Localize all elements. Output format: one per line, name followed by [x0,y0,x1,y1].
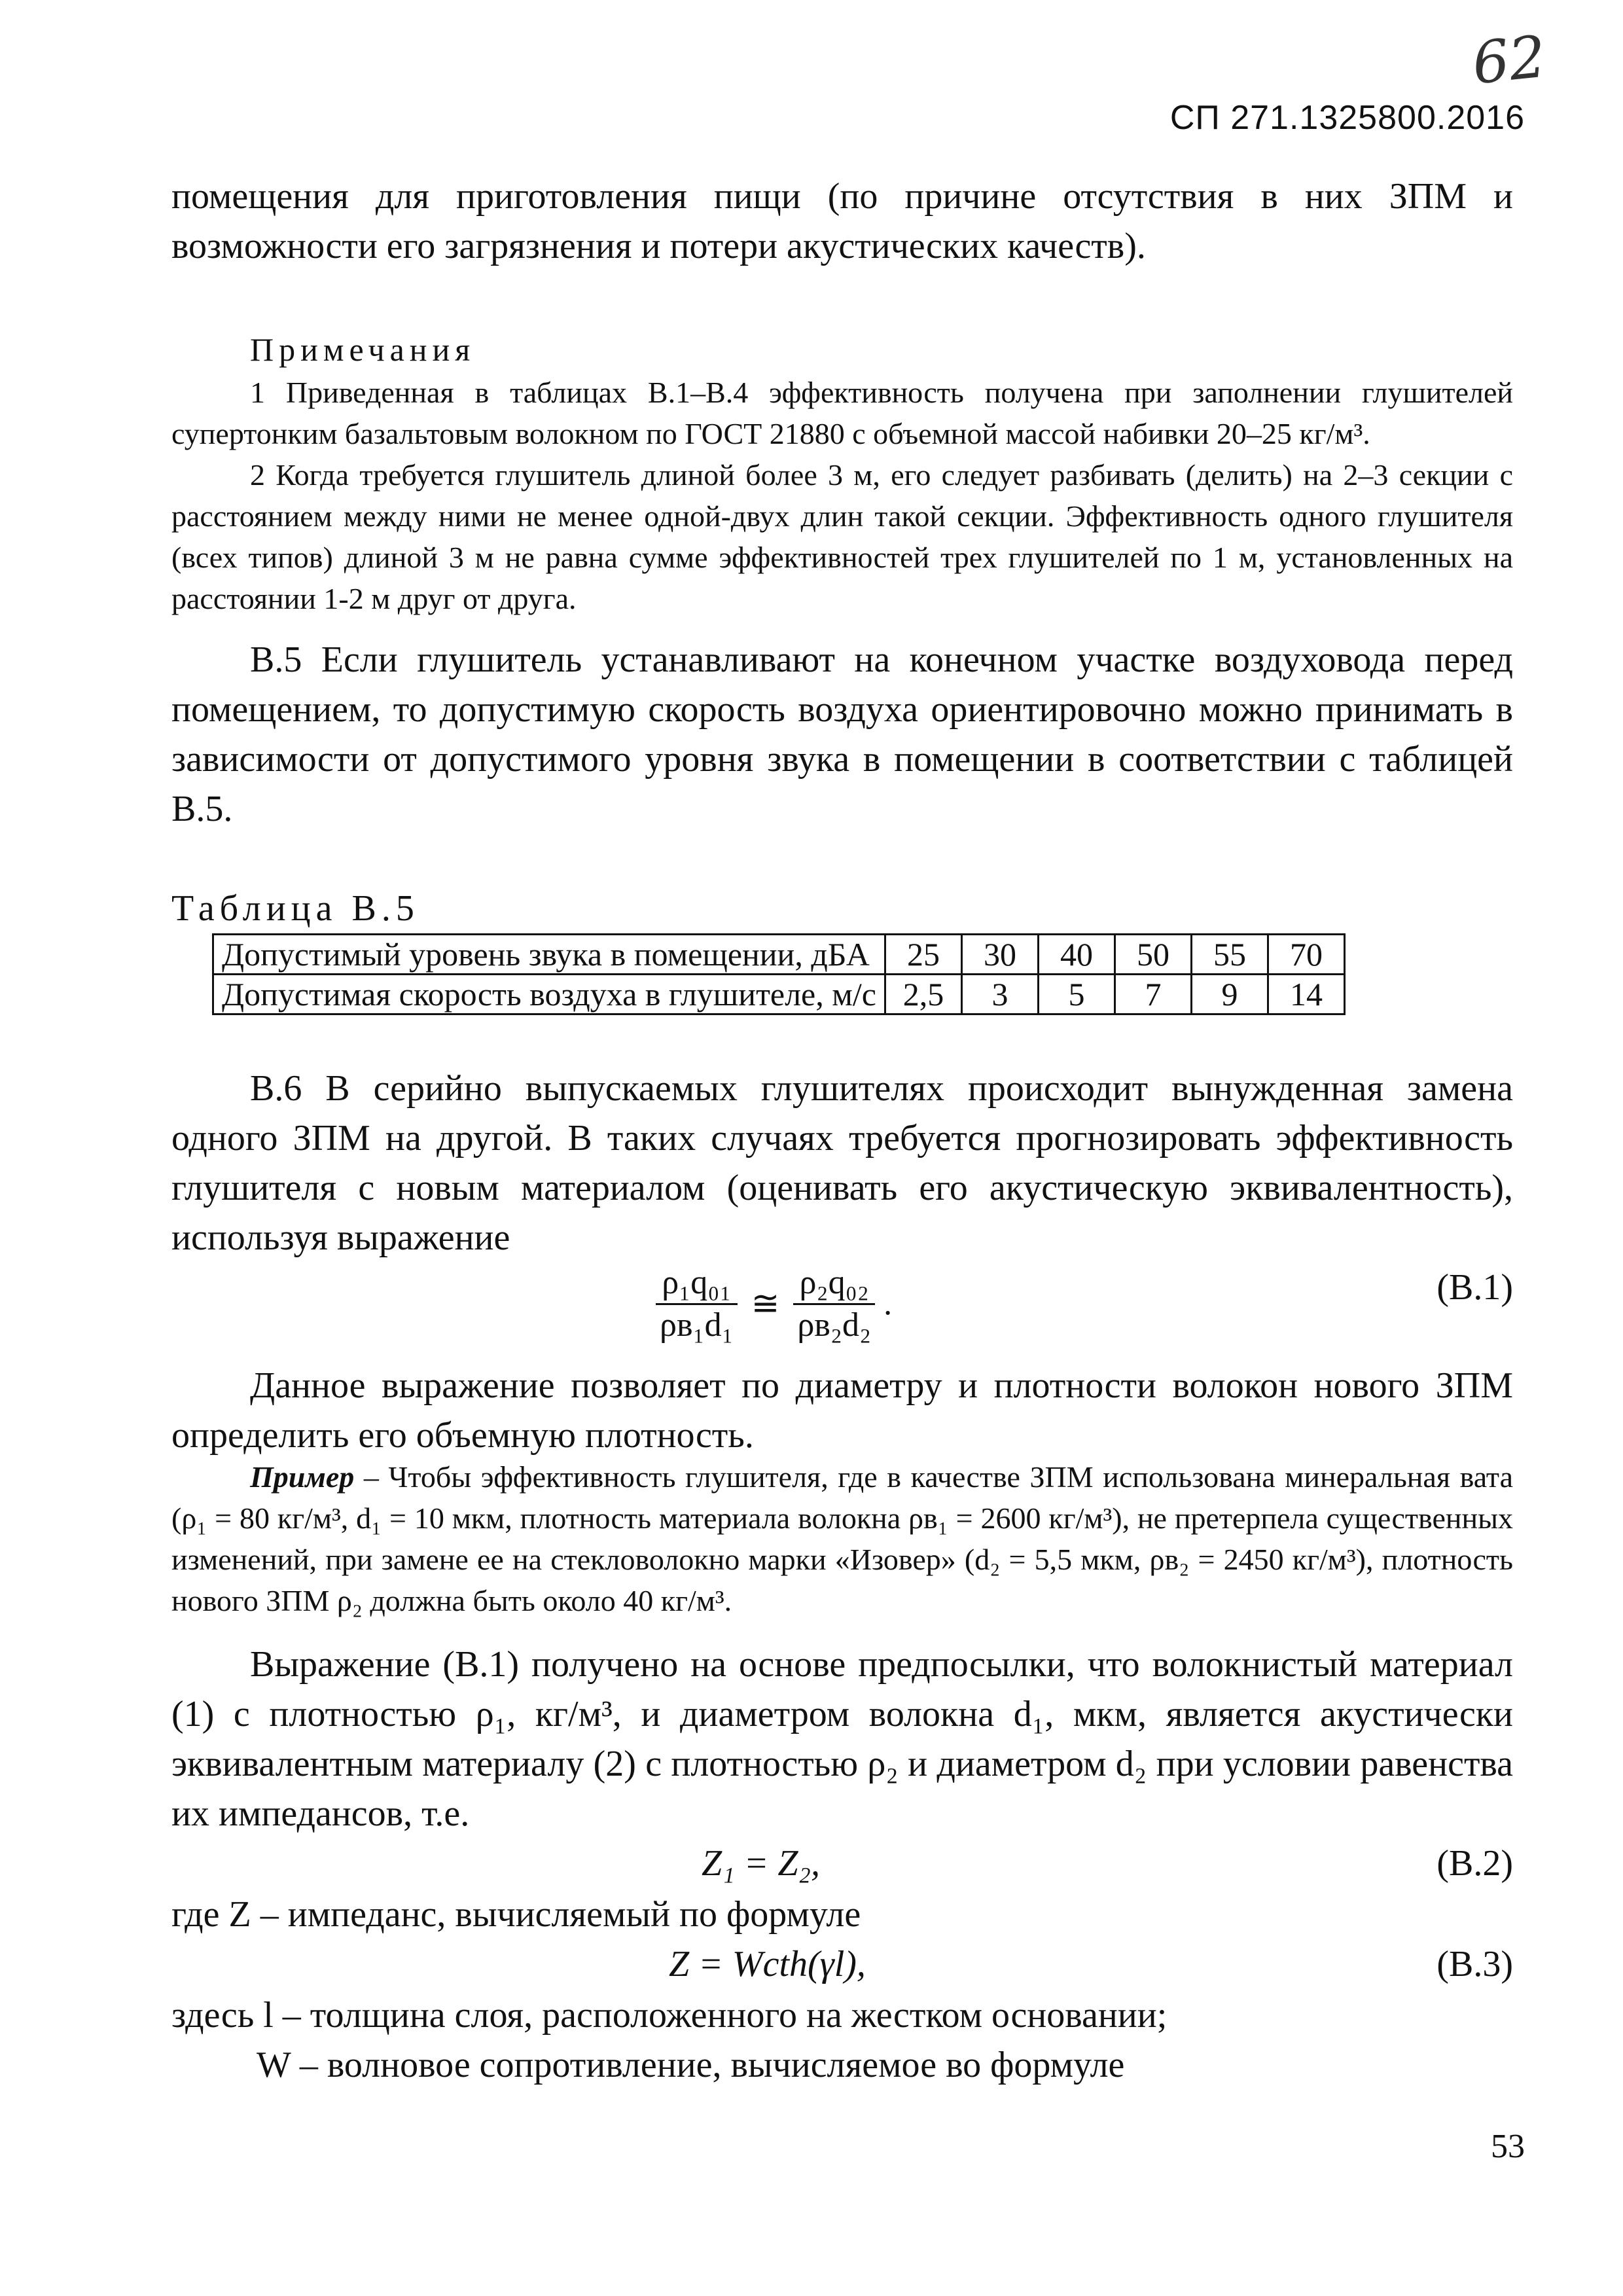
formula-period: . [883,1285,893,1323]
table-cell: 14 [1268,975,1345,1014]
example-label: Пример [250,1460,355,1494]
fraction-numerator: ρ₁q₀₁ [656,1263,738,1305]
section-basis [171,1640,1513,2090]
table-cell: 9 [1192,975,1268,1014]
page-number: 53 [1491,2128,1525,2165]
handwritten-page-number: 62 [1469,22,1550,98]
table-cell: 70 [1268,935,1345,975]
paragraph-b5: В.5 Если глушитель устанавливают на конечном участке воздуховода перед помещением, то допустимую скорость воздуха ориентировочно можно принимать в зависимости от допустимого уровня звука в помещении в соответствии с таблицей В.5. [171,639,1513,829]
formula-b1 [171,1263,1513,1361]
table-title: Таблица В.5 [171,888,419,929]
main-text-block [171,171,1513,271]
table-cell: 2,5 [885,975,962,1014]
note-2: 2 Когда требуется глушитель длиной более 3 м, его следует разбивать (делить) на 2–3 секции с расстоянием между ними не менее одной-двух длин такой секции. Эффективность одного глушителя (всех типов) длиной 3 м не равна сумме эффективностей трех глушителей по 1 м, установленных на расстоянии 1-2 м друг от друга. [171,458,1513,615]
fraction-denominator: ρв₁d₁ [660,1306,734,1344]
fraction-denominator: ρв₂d₂ [797,1306,872,1344]
table-b5-block [171,884,1513,1015]
table-cell: 25 [885,935,962,975]
example-text: – Чтобы эффективность глушителя, где в качестве ЗПМ использована минеральная вата (ρ₁ = 80 кг/м³, d₁ = 10 мкм, плотность материала волокна ρв₁ = 2600 кг/м³), не претерпела существенных изменений, при замене ее на стекловолокно марки «Изовер» (d₂ = 5,5 мкм, ρв₂ = 2450 кг/м³), плотность нового ЗПМ ρ₂ должна быть около 40 кг/м³. [171,1460,1513,1617]
table-row-label: Допустимая скорость воздуха в глушителе, м/с [213,975,885,1014]
formula-b3-expression: Z = Wcth(γl), [669,1944,866,1984]
intro-paragraph: помещения для приготовления пищи (по причине отсутствия в них ЗПМ и возможности его загрязнения и потери акустических качеств). [171,176,1513,266]
equation-number: (В.2) [1436,1843,1513,1884]
table-cell: 30 [962,935,1039,975]
paragraph-after-formula: Данное выражение позволяет по диаметру и плотности волокон нового ЗПМ определить его объемную плотность. [171,1365,1513,1456]
note-1: 1 Приведенная в таблицах В.1–В.4 эффективность получена при заполнении глушителей супертонким базальтовым волокном по ГОСТ 21880 с объемной массой набивки 20–25 кг/м³. [171,376,1513,450]
approx-sign: ≅ [751,1285,780,1323]
paragraph-here-l: здесь l – толщина слоя, расположенного на жестком основании; [171,1995,1168,2036]
document-code: СП 271.1325800.2016 [1169,99,1525,137]
example-paragraph [171,1456,1513,1621]
equation-number: (В.1) [1436,1267,1513,1308]
fraction-numerator: ρ₂q₀₂ [793,1263,875,1305]
fraction-left [656,1263,738,1346]
example-block [171,1456,1513,1621]
table-cell: 7 [1115,975,1192,1014]
formula-b2 [171,1839,1513,1890]
fraction-right [793,1263,875,1346]
table-cell: 5 [1039,975,1115,1014]
table-cell: 55 [1192,935,1268,975]
section-b5 [171,635,1513,834]
formula-b3 [171,1939,1513,1990]
table-b5 [212,933,1346,1015]
paragraph-basis: Выражение (В.1) получено на основе предпосылки, что волокнистый материал (1) с плотностью ρ₁, кг/м³, и диаметром волокна d₁, мкм, является акустически эквивалентным материалу (2) с плотностью ρ₂ и диаметром d₂ при условии равенства их импедансов, т.е. [171,1644,1513,1834]
paragraph-b6: В.6 В серийно выпускаемых глушителях происходит вынужденная замена одного ЗПМ на другой. В таких случаях требуется прогнозировать эффективность глушителя с новым материалом (оценивать его акустическую эквивалентность), используя выражение [171,1068,1513,1258]
table-cell: 50 [1115,935,1192,975]
formula-b2-expression: Z₁ = Z₂, [702,1843,821,1884]
notes-title: Примечания [250,331,476,368]
paragraph-w: W – волновое сопротивление, вычисляемое во формуле [257,2045,1125,2085]
notes-block [171,327,1513,619]
formula-b1-expression [656,1263,892,1346]
table-row [213,975,1345,1014]
table-row-label: Допустимый уровень звука в помещении, дБА [213,935,885,975]
paragraph-where-z: где Z – импеданс, вычисляемый по формуле [171,1894,861,1935]
table-cell: 3 [962,975,1039,1014]
table-cell: 40 [1039,935,1115,975]
section-b6 [171,1064,1513,1460]
equation-number: (В.3) [1436,1944,1513,1984]
table-row [213,935,1345,975]
